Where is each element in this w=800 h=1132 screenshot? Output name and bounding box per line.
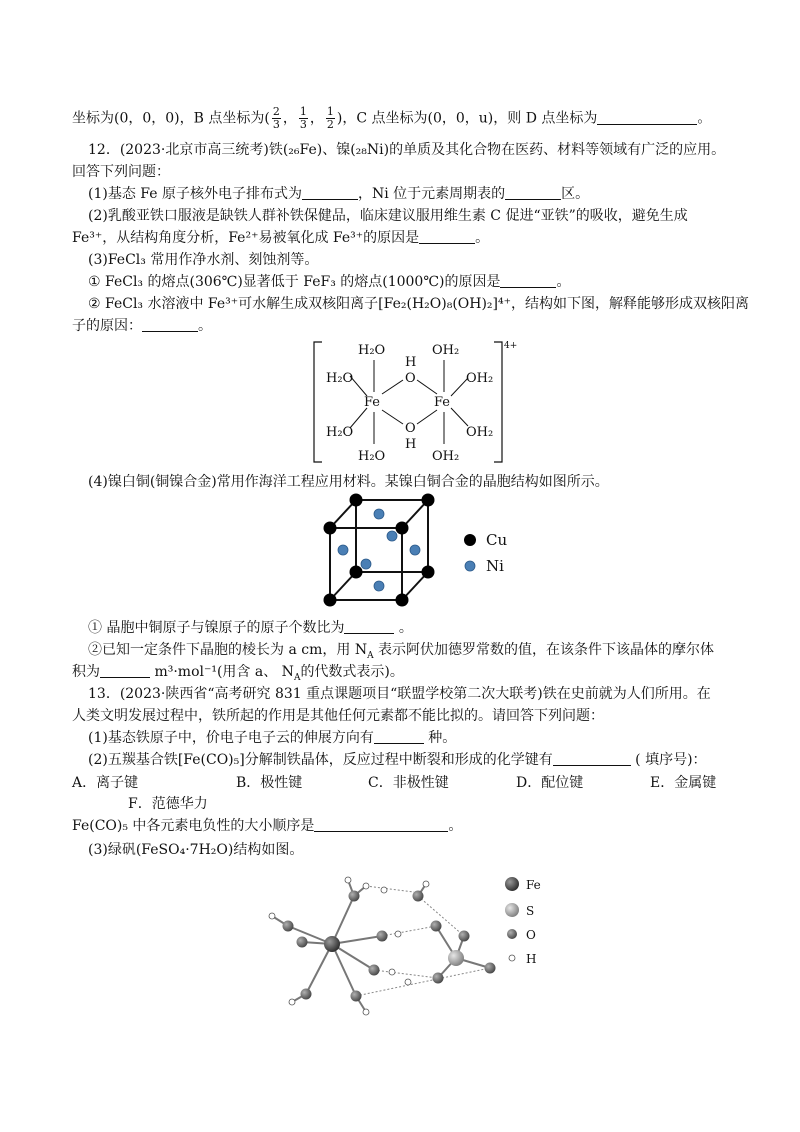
text-line: ② FeCl₃ 水溶液中 Fe³⁺可水解生成双核阳离子[Fe₂(H₂O)₈(OH)₂]⁴⁺，结构如下图，解释能够形成双核阳离 [88, 296, 749, 312]
legend-ni-marker [465, 561, 475, 571]
text-line: (1)基态铁原子中，价电子电子云的伸展方向有 种。 [88, 730, 457, 746]
ni-atom [374, 581, 384, 591]
fraction: $\frac{2}{3}$ [272, 105, 280, 131]
o-atom [351, 991, 362, 1002]
hydroxo-o-label: O [405, 421, 416, 436]
text-line: 积为 m³·mol⁻¹(用含 a、 $N_A$的代数式表示)。 [72, 664, 404, 683]
unit-cell-figure [316, 490, 516, 612]
fe-atom-label: Fe [434, 395, 451, 410]
ligand-oh2: OH₂ [432, 343, 460, 358]
legend-h-label: H [526, 952, 537, 966]
hydrogen-bonds [356, 886, 490, 996]
legend-s-label: S [526, 904, 535, 918]
o-atom [485, 963, 496, 974]
vitriol-atoms [269, 877, 496, 1015]
answer-blank[interactable] [597, 110, 697, 125]
answer-blank[interactable] [302, 185, 358, 200]
h-atom [363, 883, 369, 889]
answer-blank[interactable] [553, 751, 631, 766]
fraction: $\frac{1}{2}$ [326, 105, 334, 131]
text-line: (1)基态 Fe 原子核外电子排布式为 ，Ni 位于元素周期表的 区。 [88, 186, 590, 202]
o-atom [349, 891, 360, 902]
ligand-oh2: OH₂ [466, 371, 494, 386]
o-atom [459, 931, 470, 942]
text-line: Fe³⁺，从结构角度分析，Fe²⁺易被氧化成 Fe³⁺的原因是 。 [72, 230, 490, 246]
answer-blank[interactable] [344, 619, 394, 634]
legend-o-label: O [526, 928, 536, 942]
h-atom [395, 931, 401, 937]
option-a: A．离子键 [72, 775, 139, 791]
options-row [72, 772, 732, 792]
legend-o-marker [507, 929, 517, 939]
h-atom [405, 979, 411, 985]
h-atom [345, 877, 351, 883]
question-13: 13．(2023·陕西省“高考研究 831 重点课题项目“联盟学校第二次大联考)铁在史前就为人们所用。在 [88, 686, 711, 702]
h-atom [269, 913, 275, 919]
hydroxo-o-label: O [405, 371, 416, 386]
cu-atom [324, 594, 337, 607]
legend-cu-marker [464, 534, 476, 546]
cu-atom [396, 594, 409, 607]
answer-blank[interactable] [100, 663, 150, 678]
option-f: F．范德华力 [128, 796, 208, 812]
text: 坐标为(0，0，0)，B 点坐标为( [72, 110, 270, 127]
text-line: (3)FeCl₃ 常用作净水剂、刻蚀剂等。 [88, 252, 319, 268]
charge-label: 4+ [504, 341, 518, 351]
text: 。 [697, 110, 712, 127]
text-line: (3)绿矾(FeSO₄·7H₂O)结构如图。 [88, 842, 304, 858]
text-line: Fe(CO)₅ 中各元素电负性的大小顺序是 。 [72, 818, 463, 834]
hydroxo-h-label: H [405, 437, 417, 452]
cu-atom [350, 566, 363, 579]
o-atom [301, 989, 312, 1000]
text-line: ① 晶胞中铜原子与镍原子的原子个数比为 。 [88, 620, 413, 636]
left-bracket [314, 342, 322, 462]
cu-atom [350, 494, 363, 507]
text-line: (2)乳酸亚铁口服液是缺铁人群补铁保健品，临床建议服用维生素 C 促进“亚铁”的吸收，避免生成 [88, 208, 688, 224]
h-atom [363, 1009, 369, 1015]
cu-atom [422, 566, 435, 579]
answer-blank[interactable] [314, 817, 448, 832]
fe-atom [324, 936, 340, 952]
legend-cu-label: Cu [486, 531, 508, 549]
answer-blank[interactable] [142, 317, 198, 332]
o-atom [297, 937, 308, 948]
o-atom [369, 965, 380, 976]
s-atom [448, 950, 464, 966]
h-atom [389, 969, 395, 975]
text-line: 回答下列问题： [72, 164, 170, 180]
h-atom [423, 881, 429, 887]
text-line: 人类文明发展过程中，铁所起的作用是其他任何元素都不能比拟的。请回答下列问题： [72, 708, 604, 724]
answer-blank[interactable] [500, 273, 556, 288]
ligand-h2o: H₂O [326, 425, 354, 440]
legend-fe-marker [505, 877, 519, 891]
o-atom [413, 891, 424, 902]
ligand-oh2: OH₂ [466, 425, 494, 440]
ni-atom [387, 531, 397, 541]
option-e: E．金属键 [650, 775, 717, 791]
ni-atom [338, 545, 348, 555]
legend-h-marker [509, 955, 515, 961]
text-line: 坐标为(0，0，0)，B 点坐标为( $\frac{2}{3}$ ， $\frac{1}{3}$ ， $\frac{1}{2}$ )，C 点坐标为(0，0，u)，则 D 点坐标为 。 [72, 105, 712, 131]
legend-ni-label: Ni [486, 557, 504, 575]
answer-blank[interactable] [419, 229, 475, 244]
cu-atom [422, 494, 435, 507]
hydroxo-h-label: H [405, 355, 417, 370]
text-line: ① FeCl₃ 的熔点(306℃)显著低于 FeF₃ 的熔点(1000℃)的原因是 。 [88, 274, 571, 290]
ligand-h2o: H₂O [358, 449, 386, 464]
o-atom [431, 921, 442, 932]
o-atom [433, 973, 444, 984]
option-c: C．非极性键 [368, 775, 449, 791]
question-12: 12．(2023·北京市高三统考)铁(₂₆Fe)、镍(₂₈Ni)的单质及其化合物在医药、材料等领域有广泛的应用。 [88, 142, 726, 158]
h-atom [289, 999, 295, 1005]
ni-atom [361, 559, 371, 569]
green-vitriol-figure [258, 866, 558, 1026]
o-atom [377, 931, 388, 942]
ligand-h2o: H₂O [326, 371, 354, 386]
ni-atom [374, 509, 384, 519]
text-line: (2)五羰基合铁[Fe(CO)₅]分解制铁晶体，反应过程中断裂和形成的化学键有 ( 填序号)： [88, 752, 707, 768]
cu-atom [324, 522, 337, 535]
answer-blank[interactable] [374, 729, 424, 744]
legend-s-marker [505, 903, 519, 917]
ligand-h2o: H₂O [358, 343, 386, 358]
answer-blank[interactable] [505, 185, 561, 200]
text-line: 子的原因： 。 [72, 318, 212, 334]
legend-fe-label: Fe [526, 878, 541, 892]
text-line: (4)镍白铜(铜镍合金)常用作海洋工程应用材料。某镍白铜合金的晶胞结构如图所示。 [88, 474, 609, 490]
text: )，C 点坐标为(0，0，u)，则 D 点坐标为 [336, 110, 598, 127]
text-line: ②已知一定条件下晶胞的棱长为 a cm，用 $N_A$ 表示阿伏加德罗常数的值，在该条件下该晶体的摩尔体 [88, 642, 715, 661]
cu-atom [396, 522, 409, 535]
option-d: D．配位键 [516, 775, 584, 791]
ni-atom [410, 545, 420, 555]
fe-atom-label: Fe [364, 395, 381, 410]
right-bracket [494, 342, 502, 462]
ligand-oh2: OH₂ [432, 449, 460, 464]
dinuclear-ion-figure [310, 336, 522, 468]
option-b: B．极性键 [236, 775, 303, 791]
fraction: $\frac{1}{3}$ [299, 105, 307, 131]
o-atom [283, 921, 294, 932]
h-atom [381, 887, 387, 893]
